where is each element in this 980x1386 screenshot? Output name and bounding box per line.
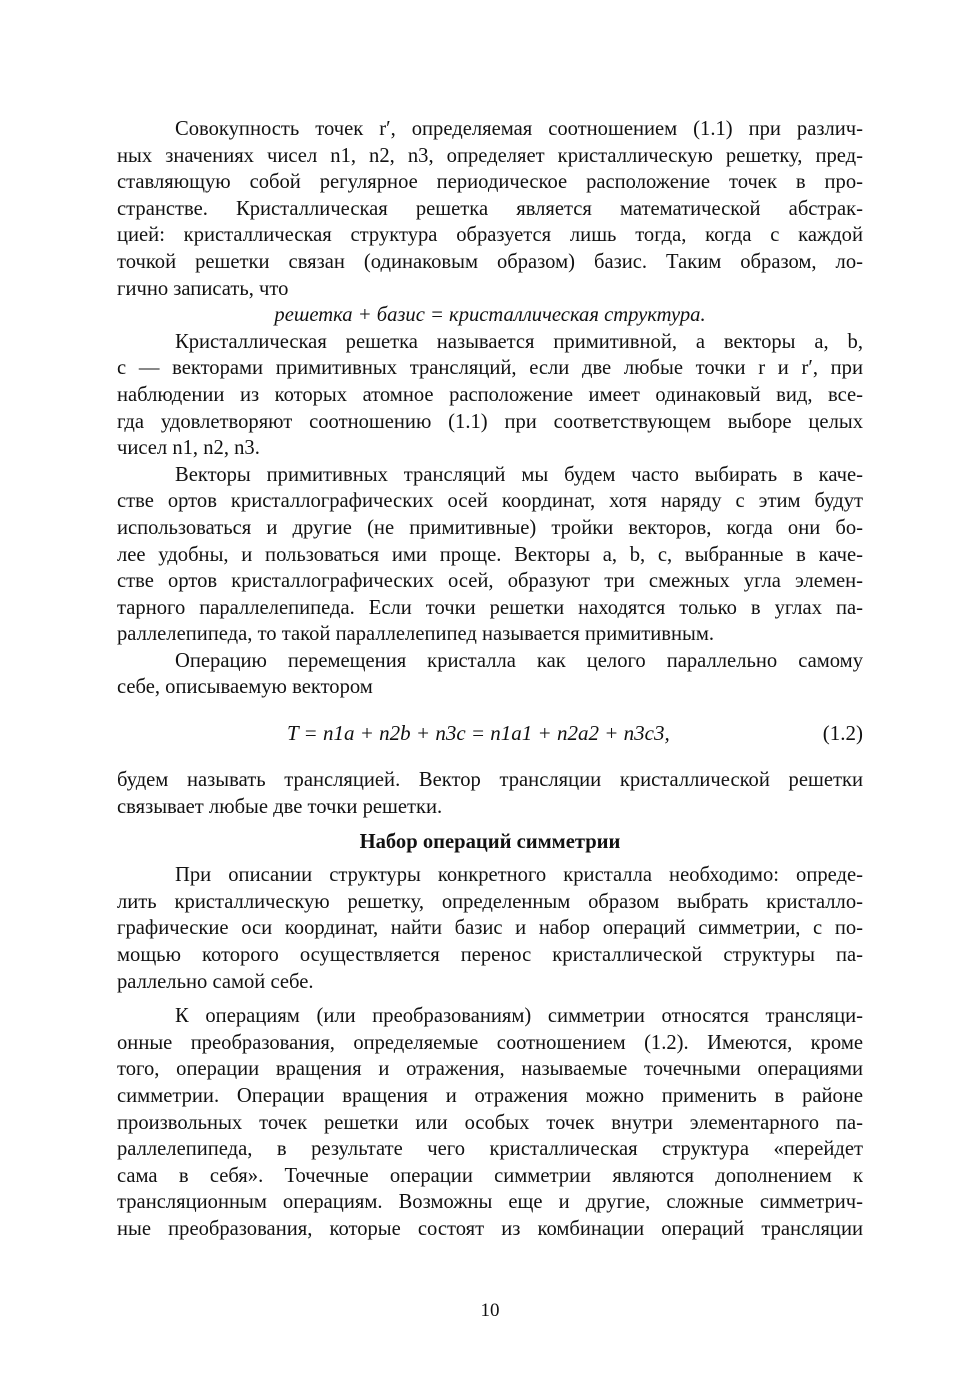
equation-number: (1.2) (822, 721, 863, 746)
text-line: стве ортов кристаллографических осей координат, хотя наряду с этим будут (117, 490, 863, 513)
text-line: графические оси координат, найти базис и набор операций симметрии, с по- (117, 917, 863, 940)
text-line: будем называть трансляцией. Вектор трансляции кристаллической решетки (117, 769, 863, 792)
paragraph-6 (117, 862, 863, 995)
text-line: раллельно самой себе. (117, 970, 314, 993)
paragraph-1 (117, 116, 863, 302)
text-line: ставляющую собой регулярное периодическое расположение точек в про- (117, 171, 863, 194)
section-heading: Набор операций симметрии (359, 831, 621, 854)
equation-expression: T = n1a + n2b + n3c = n1a1 + n2a2 + n3c3, (287, 721, 670, 746)
paragraph-3 (117, 462, 863, 648)
text-line: раллелепипеда, то такой параллелепипед называется примитивным. (117, 623, 715, 646)
text-line: симметрии. Операции вращения и отражения можно применить в районе (117, 1085, 863, 1107)
text-line: наблюдении из которых атомное расположение имеет одинаковый вид, все- (117, 383, 863, 406)
text-line: чисел n1, n2, n3. (117, 437, 260, 460)
page-body (117, 116, 863, 1243)
text-line: лить кристаллическую решетку, определенным образом выбрать кристалло- (117, 890, 863, 913)
text-line: Совокупность точек r′, определяемая соотношением (1.1) при различ- (175, 118, 863, 140)
text-line: странстве. Кристаллическая решетка является математической абстрак- (117, 197, 863, 220)
text-line: раллелепипеда, в результате чего кристаллическая структура «перейдет (117, 1138, 863, 1161)
text-line: c — векторами примитивных трансляций, если две любые точки r и r′, при (117, 357, 863, 380)
text-line: гично записать, что (117, 277, 289, 300)
paragraph-7 (117, 1003, 863, 1242)
paragraph-2 (117, 329, 863, 462)
text-line: себе, описываемую вектором (117, 676, 373, 699)
text-line: гда удовлетворяют соотношению (1.1) при соответствующем выборе целых (117, 410, 863, 433)
text-line: произвольных точек решетки или особых точек внутри элементарного па- (117, 1111, 863, 1134)
equation-1-2 (117, 715, 863, 751)
text-line: ные преобразования, которые состоят из комбинации операций трансляции (117, 1217, 863, 1240)
text-line: связывает любые две точки решетки. (117, 795, 443, 818)
text-line: Кристаллическая решетка называется примитивной, а векторы a, b, (175, 330, 863, 353)
text-line: точкой решетки связан (одинаковым образом) базис. Таким образом, ло- (117, 250, 863, 273)
text-line: тарного параллелепипеда. Если точки решетки находятся только в углах па- (117, 596, 863, 619)
text-line: К операциям (или преобразованиям) симметрии относятся трансляци- (175, 1005, 863, 1028)
text-line: Операцию перемещения кристалла как целого параллельно самому (175, 649, 863, 672)
paragraph-4 (117, 648, 863, 701)
text-line: При описании структуры конкретного кристалла необходимо: опреде- (175, 864, 863, 887)
text-line: ных значениях чисел n1, n2, n3, определяет кристаллическую решетку, пред- (117, 144, 863, 167)
text-line: трансляционным операциям. Возможны еще и другие, сложные симметрич- (117, 1191, 863, 1214)
text-line: онные преобразования, определяемые соотношением (1.2). Имеются, кроме (117, 1031, 863, 1054)
page-number: 10 (480, 1300, 500, 1321)
text-line: лее удобны, и пользоваться ими проще. Векторы a, b, c, выбранные в каче- (117, 543, 863, 566)
text-line: того, операции вращения и отражения, называемые точечными операциями (117, 1058, 863, 1081)
paragraph-5 (117, 767, 863, 820)
text-line: Векторы примитивных трансляций мы будем часто выбирать в каче- (175, 463, 863, 486)
text-line: использоваться и другие (не примитивные) тройки векторов, когда они бо- (117, 516, 863, 539)
formula-line: решетка + базис = кристаллическая структура. (274, 304, 706, 327)
text-line: сама в себя». Точечные операции симметрии являются дополнением к (117, 1164, 863, 1187)
text-line: мощью которого осуществляется перенос кристаллической структуры па- (117, 944, 863, 967)
text-line: цией: кристаллическая структура образуется лишь тогда, когда с каждой (117, 224, 863, 247)
text-line: стве ортов кристаллографических осей, образуют три смежных угла элемен- (117, 570, 863, 593)
